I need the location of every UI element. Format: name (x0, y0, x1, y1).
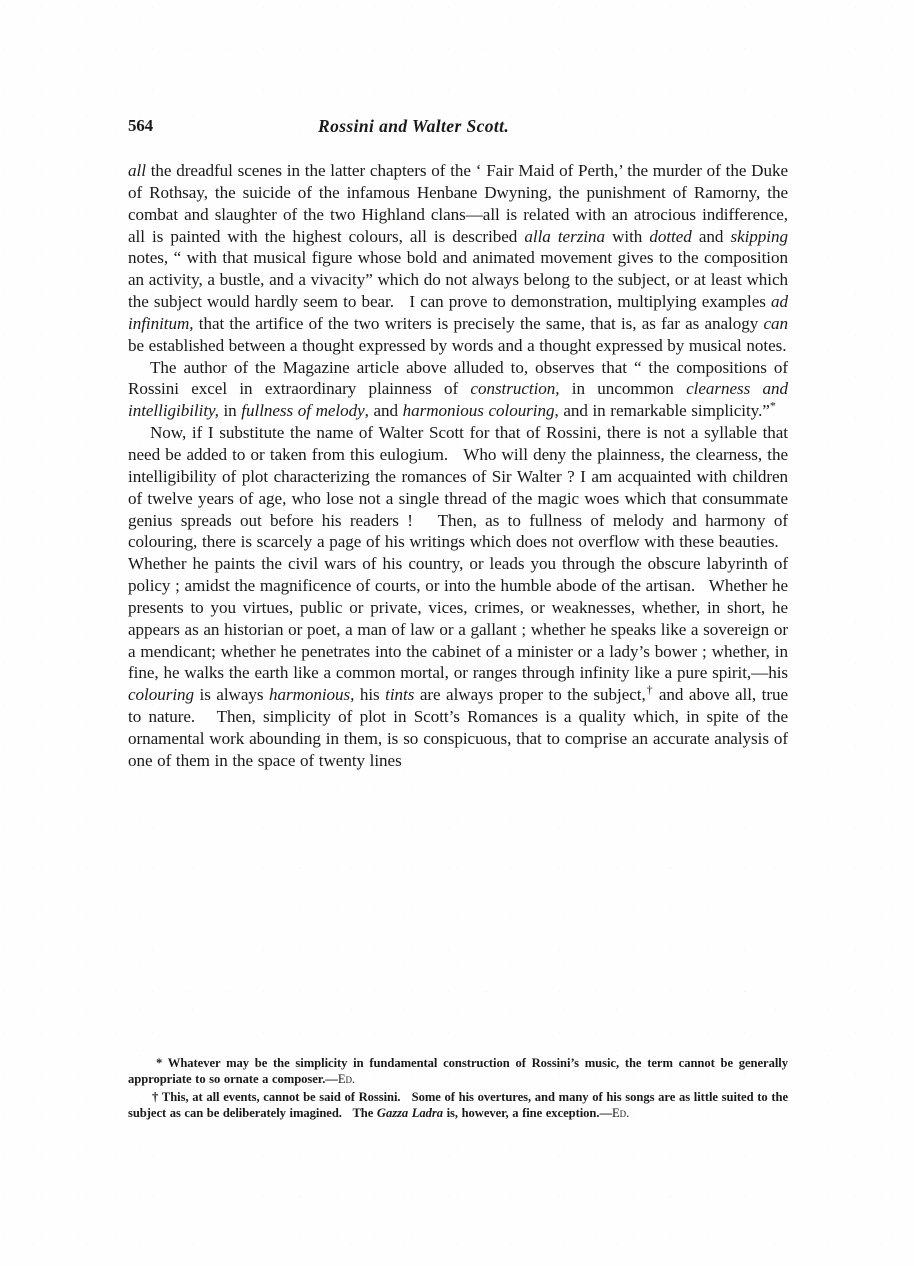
body-paragraph: The author of the Magazine article above alluded to, observes that “ the compositions of Rossini excel in extraordinary plainness of construction, in uncommon clearness and intelligibility, in fullness of melody, and harmonious colouring, and in remarkable simplicity.”* (128, 357, 788, 421)
body-paragraph: Now, if I substitute the name of Walter Scott for that of Rossini, there is not a syllable that need be added to or taken from this eulogium. Who will deny the plainness, the clearness, the intelligibility of plot characterizing the romances of Sir Walter ? I am acquainted with children of twelve years of age, who lose not a single thread of the magic woes which that consummate genius spreads out before his readers ! Then, as to fullness of melody and harmony of colouring, there is scarcely a page of his writings which does not overflow with these beauties. Whether he paints the civil wars of his country, or leads you through the obscure labyrinth of policy ; amidst the magnificence of courts, or into the humble abode of the artisan. Whether he presents to you virtues, public or private, vices, crimes, or weaknesses, whether, in short, he appears as an historian or poet, a man of law or a gallant ; whether he speaks like a sovereign or a mendicant; whether he penetrates into the cabinet of a minister or a lady’s bower ; whether, in fine, he walks the earth like a common mortal, or ranges through infinity like a pure spirit,—his colouring is always harmonious, his tints are always proper to the subject,† and above all, true to nature. Then, simplicity of plot in Scott’s Romances is a quality which, in spite of the ornamental work abounding in them, is so conspicuous, that to comprise an accurate analysis of one of them in the space of twenty lines (128, 423, 788, 770)
body-text-block (128, 160, 788, 772)
running-head (128, 116, 786, 140)
body-paragraph: all the dreadful scenes in the latter chapters of the ‘ Fair Maid of Perth,’ the murder of the Duke of Rothsay, the suicide of the infamous Henbane Dwyning, the punishment of Ramorny, the combat and slaughter of the two Highland clans—all is related with an atrocious indifference, all is painted with the highest colours, all is described alla terzina with dotted and skipping notes, “ with that musical figure whose bold and animated movement gives to the composition an activity, a bustle, and a vivacity” which do not always belong to the subject, or at least which the subject would hardly seem to bear. I can prove to demonstration, multiplying examples ad infinitum, that the artifice of the two writers is precisely the same, that is, as far as analogy can be established between a thought expressed by words and a thought expressed by musical notes. (128, 161, 788, 355)
footnote-entry: * Whatever may be the simplicity in fundamental construction of Rossini’s music, the term cannot be generally appropriate to so ornate a composer.—Ed. (128, 1056, 788, 1086)
page-number: 564 (128, 116, 153, 135)
running-head-title: Rossini and Walter Scott. (318, 116, 510, 136)
footnote-block (128, 1056, 788, 1121)
footnote-entry: † This, at all events, cannot be said of Rossini. Some of his overtures, and many of his songs are as little suited to the subject as can be deliberately imagined. The Gazza Ladra is, however, a fine exception.—Ed. (128, 1090, 788, 1120)
